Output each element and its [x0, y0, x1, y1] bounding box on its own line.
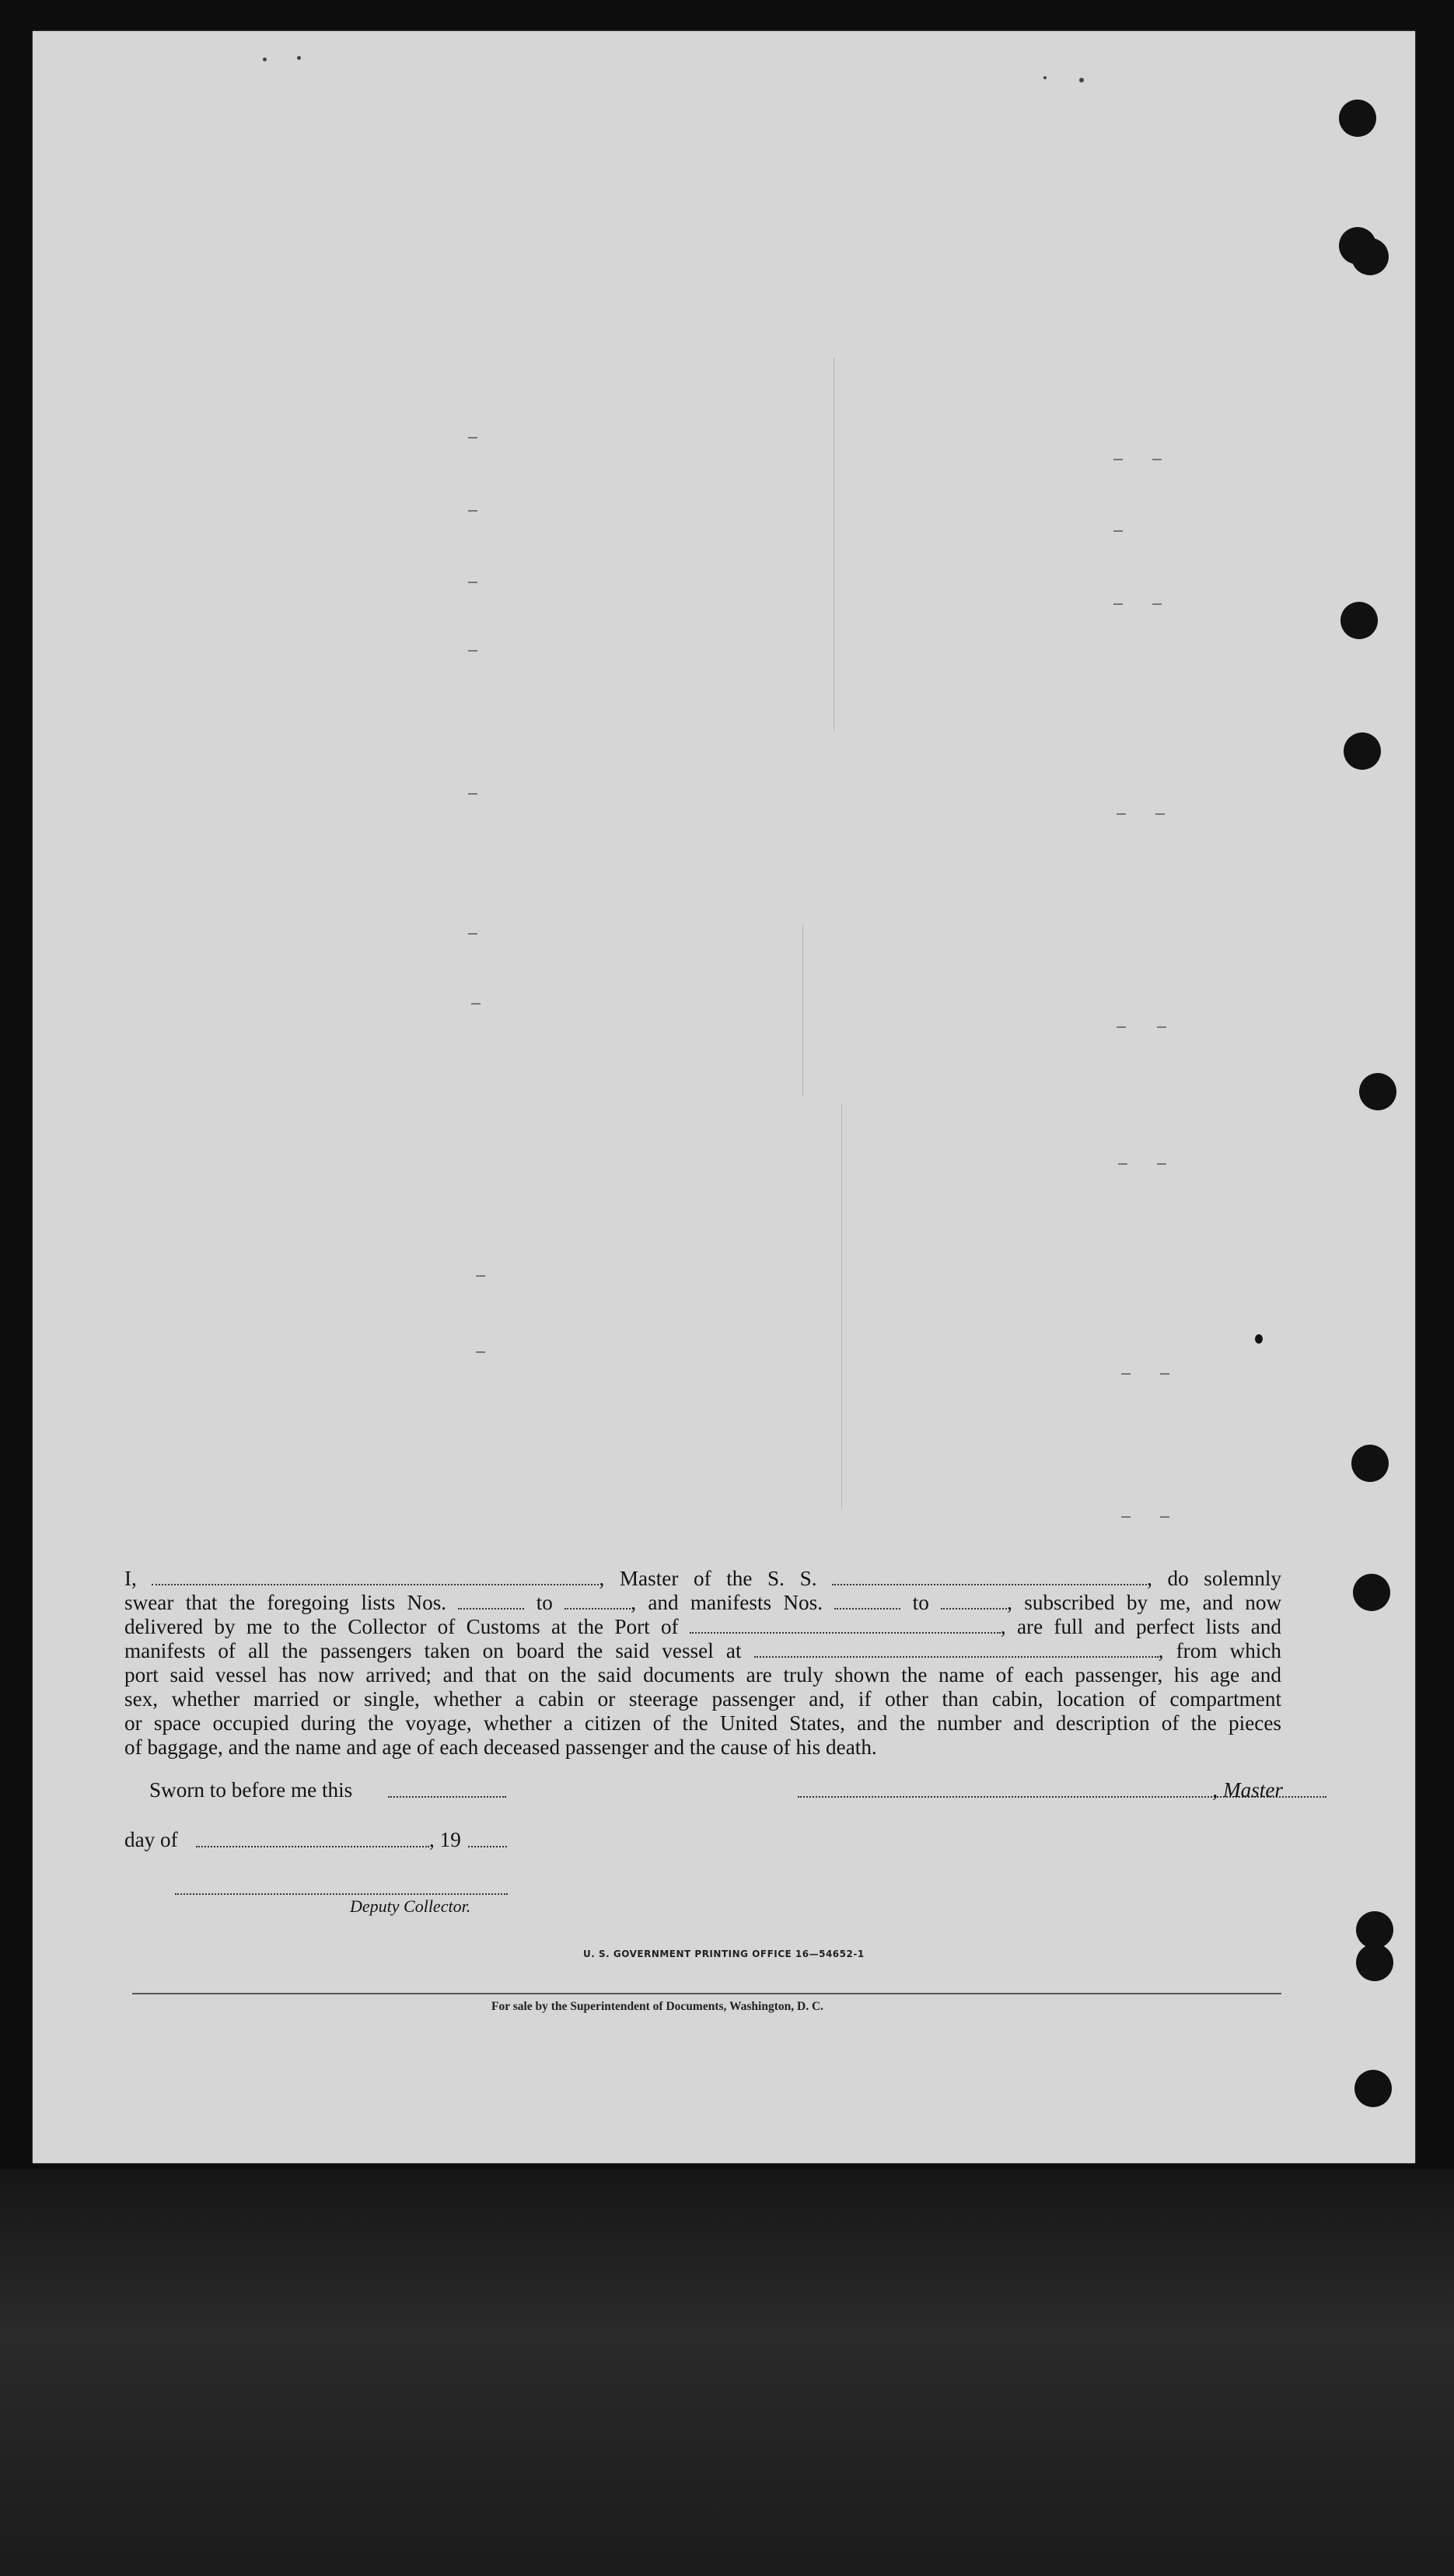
oath-text: swear that the foregoing lists Nos.	[124, 1591, 447, 1614]
paper-speck	[1255, 1334, 1263, 1344]
ruling-mark	[1113, 459, 1123, 460]
signature-block	[124, 1778, 1283, 1934]
blank-year	[468, 1846, 507, 1847]
ruling-mark	[1160, 1516, 1169, 1518]
ruling-mark	[468, 650, 477, 652]
ruling-mark	[1152, 459, 1162, 460]
binder-hole	[1359, 1073, 1396, 1110]
oath-text: , do solemnly	[1147, 1567, 1281, 1590]
ruling-mark	[468, 933, 477, 935]
ruling-mark	[1113, 530, 1123, 532]
oath-text: , and manifests Nos.	[631, 1591, 823, 1614]
oath-text: , are full and perfect lists and	[1000, 1615, 1281, 1638]
ruling-mark	[1113, 603, 1123, 605]
ruling-mark	[1155, 813, 1165, 815]
blank-master-name	[152, 1571, 599, 1585]
oath-text: I,	[124, 1567, 137, 1590]
ruling-mark	[468, 582, 477, 583]
ruling-mark	[1117, 1026, 1126, 1028]
oath-line-2	[124, 1591, 1281, 1615]
oath-text: manifests of all the passengers taken on board the said vessel at	[124, 1639, 742, 1662]
oath-text: , subscribed by me, and now	[1007, 1591, 1282, 1614]
oath-line-4	[124, 1639, 1281, 1663]
deputy-collector-label: Deputy Collector.	[350, 1896, 471, 1916]
binder-hole	[1339, 100, 1376, 137]
blank-sworn-date	[388, 1796, 506, 1798]
blank-month	[196, 1846, 429, 1847]
oath-line-5: port said vessel has now arrived; and that on the said documents are truly shown the name of each passenger, his age and	[124, 1663, 1281, 1686]
master-label: , Master	[1212, 1778, 1283, 1802]
year-text: , 19	[429, 1828, 461, 1851]
ruling-mark	[476, 1275, 485, 1277]
sworn-text: Sworn to before me this	[149, 1778, 353, 1802]
ruling-mark	[1121, 1373, 1131, 1375]
ruling-mark	[1152, 603, 1162, 605]
ruling-mark	[1160, 1373, 1169, 1375]
oath-line-6: sex, whether married or single, whether a cabin or steerage passenger and, if other than cabin, location of compartment	[124, 1687, 1281, 1711]
ruling-mark	[468, 510, 477, 512]
footer-rule	[132, 1993, 1281, 1994]
blank-ship-name	[832, 1571, 1147, 1585]
scan-background	[0, 2169, 1454, 2576]
ruling-mark	[468, 793, 477, 795]
blank-port	[690, 1620, 1001, 1634]
binder-hole	[1344, 732, 1381, 770]
binder-hole	[1354, 2070, 1392, 2107]
paper-crease	[802, 925, 803, 1096]
oath-text: , Master of the S. S.	[599, 1567, 817, 1590]
paper-crease	[841, 1104, 842, 1508]
paper-speck	[297, 56, 301, 60]
ruling-mark	[1118, 1163, 1127, 1165]
ruling-mark	[1157, 1163, 1166, 1165]
paper-speck	[1043, 76, 1047, 79]
ruling-mark	[476, 1351, 485, 1353]
binder-hole	[1356, 1911, 1393, 1949]
binder-hole	[1351, 238, 1389, 275]
binder-hole	[1351, 1445, 1389, 1482]
ruling-mark	[471, 1003, 481, 1005]
ruling-mark	[1157, 1026, 1166, 1028]
paper-speck	[263, 58, 267, 61]
blank-list-from	[458, 1596, 524, 1610]
day-of-text: day of	[124, 1828, 178, 1851]
binder-hole	[1353, 1574, 1390, 1611]
oath-line-7: or space occupied during the voyage, whether a citizen of the United States, and the number and description of the pieces	[124, 1711, 1281, 1735]
oath-text: delivered by me to the Collector of Customs at the Port of	[124, 1615, 679, 1638]
binder-hole	[1340, 602, 1378, 639]
binder-hole	[1356, 1944, 1393, 1981]
blank-manifest-to	[941, 1596, 1007, 1610]
oath-text: to	[536, 1591, 553, 1614]
blank-list-to	[564, 1596, 631, 1610]
oath-text: , from which	[1158, 1639, 1282, 1662]
paper-speck	[1079, 78, 1084, 82]
oath-paragraph	[124, 1567, 1281, 1760]
oath-line-1	[124, 1567, 1281, 1591]
oath-text: to	[912, 1591, 929, 1614]
ruling-mark	[1117, 813, 1126, 815]
printing-office-imprint: U. S. GOVERNMENT PRINTING OFFICE 16—54652-1	[583, 1949, 865, 1959]
blank-departure-port	[754, 1644, 1159, 1658]
sale-notice: For sale by the Superintendent of Documents, Washington, D. C.	[491, 2000, 824, 2013]
oath-line-8: of baggage, and the name and age of each deceased passenger and the cause of his death.	[124, 1735, 877, 1759]
ruling-mark	[1121, 1516, 1131, 1518]
blank-manifest-from	[834, 1596, 900, 1610]
oath-line-3	[124, 1615, 1281, 1639]
blank-deputy-signature	[175, 1893, 508, 1895]
ruling-mark	[468, 437, 477, 439]
